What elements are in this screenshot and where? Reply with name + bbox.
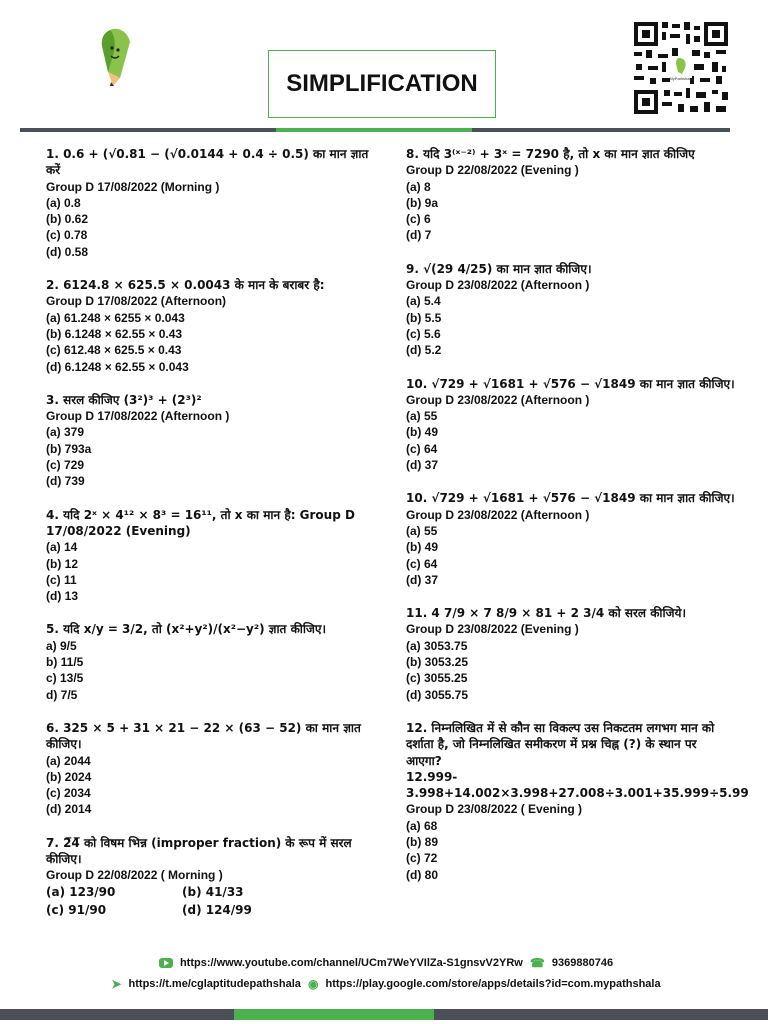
option-a: (a) 2044 bbox=[46, 753, 91, 768]
youtube-icon bbox=[159, 958, 173, 968]
option-d: (d) 80 bbox=[406, 867, 439, 882]
question-5 bbox=[46, 621, 386, 702]
qr-caption: MyPathshala bbox=[669, 76, 693, 81]
option-b: (b) 41/33 bbox=[182, 884, 244, 899]
option-d: (d) 6.1248 × 62.55 × 0.043 bbox=[46, 359, 189, 374]
pathshala-logo bbox=[96, 26, 136, 88]
question-text: 8. यदि 3⁽ˣ⁻²⁾ + 3ˣ = 7290 है, तो x का मान ज्ञात कीजिए bbox=[406, 147, 695, 161]
option-b: (b) 6.1248 × 62.55 × 0.43 bbox=[46, 326, 183, 341]
option-a: a) 9/5 bbox=[46, 638, 77, 653]
option-a: (a) 14 bbox=[46, 540, 78, 555]
option-a: (a) 55 bbox=[406, 523, 438, 538]
telegram-icon: ➤ bbox=[111, 977, 122, 991]
question-meta: Group D 22/08/2022 ( Morning ) bbox=[46, 868, 223, 883]
phone-number[interactable]: 9369880746 bbox=[551, 956, 614, 969]
option-c: (c) 72 bbox=[406, 851, 438, 866]
playstore-link[interactable]: https://play.google.com/store/apps/details?id=com.mypathshala bbox=[325, 977, 661, 990]
option-c: (c) 11 bbox=[46, 572, 77, 587]
option-d: (d) 0.58 bbox=[46, 244, 89, 259]
question-meta: Group D 17/08/2022 (Morning ) bbox=[46, 179, 220, 194]
option-d: (d) 739 bbox=[46, 474, 85, 489]
option-b: (b) 2024 bbox=[46, 769, 92, 784]
question-text: 1. 0.6 + (√0.81 − (√0.0144 + 0.4 ÷ 0.5) का मान ज्ञात करें bbox=[46, 147, 369, 178]
question-10a bbox=[406, 376, 736, 474]
question-4 bbox=[46, 507, 386, 605]
question-text: 6. 325 × 5 + 31 × 21 − 22 × (63 − 52) का मान ज्ञात कीजिए। bbox=[46, 720, 361, 752]
option-c: (c) 2034 bbox=[46, 786, 91, 801]
option-a: (a) 379 bbox=[46, 425, 85, 440]
option-d: (d) 37 bbox=[406, 458, 439, 473]
playstore-icon: ◉ bbox=[307, 977, 319, 991]
telegram-link[interactable]: https://t.me/cglaptitudepathshala bbox=[128, 977, 301, 990]
option-c: (c) 91/90 bbox=[46, 902, 107, 917]
right-column bbox=[406, 146, 749, 900]
question-text: 10. √729 + √1681 + √576 − √1849 का मान ज्ञात कीजिए। bbox=[406, 491, 735, 506]
question-meta: Group D 23/08/2022 ( Evening ) bbox=[406, 802, 583, 817]
option-d: (d) 124/99 bbox=[182, 902, 252, 917]
option-c: (c) 3055.25 bbox=[406, 671, 468, 686]
option-b: (b) 49 bbox=[406, 540, 439, 555]
option-c: (c) 612.48 × 625.5 × 0.43 bbox=[46, 343, 182, 358]
option-d: (d) 3055.75 bbox=[406, 687, 469, 702]
youtube-link[interactable]: https://www.youtube.com/channel/UCm7WeYVIlZa-S1gnsvV2YRw bbox=[179, 956, 523, 969]
option-a: (a) 0.8 bbox=[46, 195, 81, 210]
option-a: (a) 8 bbox=[406, 179, 431, 194]
option-a: (a) 5.4 bbox=[406, 294, 441, 309]
option-b: (b) 89 bbox=[406, 834, 439, 849]
question-meta: Group D 17/08/2022 (Afternoon) bbox=[46, 294, 227, 309]
option-d: d) 7/5 bbox=[46, 687, 78, 702]
question-7 bbox=[46, 835, 386, 918]
option-c: c) 13/5 bbox=[46, 671, 84, 686]
option-a: (a) 3053.75 bbox=[406, 638, 468, 653]
footer-line-2 bbox=[0, 977, 768, 991]
question-8 bbox=[406, 146, 736, 244]
question-text: 7. 2̅4̅ को विषम भिन्न (improper fraction) के रूप में सरल कीजिए। bbox=[46, 835, 352, 866]
question-meta: Group D 23/08/2022 (Afternoon ) bbox=[406, 392, 590, 407]
option-c: (c) 64 bbox=[406, 556, 438, 571]
question-meta: Group D 23/08/2022 (Afternoon ) bbox=[406, 278, 590, 293]
phone-icon: ☎ bbox=[529, 956, 545, 970]
footer-bar-accent bbox=[234, 1009, 434, 1020]
question-expression: 12.999-3.998+14.002×3.998+27.008÷3.001+35.999÷5.99 bbox=[406, 769, 749, 801]
question-text: 10. √729 + √1681 + √576 − √1849 का मान ज्ञात कीजिए। bbox=[406, 376, 735, 391]
question-text: 9. √(29 4/25) का मान ज्ञात कीजिए। bbox=[406, 261, 592, 276]
footer-line-1 bbox=[0, 956, 768, 970]
option-a: (a) 61.248 × 6255 × 0.043 bbox=[46, 310, 185, 325]
option-c: (c) 5.6 bbox=[406, 326, 441, 341]
header-divider-accent bbox=[276, 128, 472, 132]
qr-code[interactable] bbox=[632, 20, 730, 116]
option-c: (c) 6 bbox=[406, 212, 431, 227]
option-c: (c) 64 bbox=[406, 441, 438, 456]
option-c: (c) 0.78 bbox=[46, 228, 88, 243]
question-meta: Group D 17/08/2022 (Afternoon ) bbox=[46, 409, 230, 424]
option-b: (b) 793a bbox=[46, 441, 92, 456]
question-text: 11. 4 7/9 × 7 8/9 × 81 + 2 3/4 को सरल कीजिये। bbox=[406, 606, 687, 621]
question-text: 3. सरल कीजिए (3²)³ + (2³)² bbox=[46, 392, 202, 407]
question-1 bbox=[46, 146, 386, 260]
option-grid bbox=[46, 884, 386, 919]
option-b: (b) 49 bbox=[406, 425, 439, 440]
option-d: (d) 5.2 bbox=[406, 343, 442, 358]
question-text: 4. यदि 2ˣ × 4¹² × 8³ = 16¹¹, तो x का मान है: Group D 17/08/2022 (Evening) bbox=[46, 507, 355, 538]
option-a: (a) 68 bbox=[406, 818, 438, 833]
question-text: 5. यदि x/y = 3/2, तो (x²+y²)/(x²−y²) ज्ञात कीजिए। bbox=[46, 622, 327, 637]
question-meta: Group D 23/08/2022 (Afternoon ) bbox=[406, 507, 590, 522]
option-b: (b) 5.5 bbox=[406, 310, 442, 325]
option-d: (d) 2014 bbox=[46, 802, 92, 817]
question-6 bbox=[46, 720, 386, 818]
question-9 bbox=[406, 261, 736, 359]
question-meta: Group D 22/08/2022 (Evening ) bbox=[406, 163, 579, 178]
question-2 bbox=[46, 277, 386, 375]
option-d: (d) 13 bbox=[46, 589, 79, 604]
question-11 bbox=[406, 605, 736, 703]
question-3 bbox=[46, 392, 386, 490]
option-c: (c) 729 bbox=[46, 458, 85, 473]
question-text: 12. निम्नलिखित में से कौन सा विकल्प उस निकटतम लगभग मान को दर्शाता है, जो निम्नलिखित समीकरण में प्रश्न चिह्न (?) के स्थान पर आएगा? bbox=[406, 720, 715, 768]
option-b: (b) 12 bbox=[46, 556, 79, 571]
left-column bbox=[46, 146, 386, 935]
option-b: (b) 0.62 bbox=[46, 212, 89, 227]
option-b: (b) 3053.25 bbox=[406, 655, 469, 670]
option-d: (d) 7 bbox=[406, 228, 432, 243]
option-a: (a) 123/90 bbox=[46, 884, 116, 899]
option-b: (b) 9a bbox=[406, 195, 439, 210]
option-b: b) 11/5 bbox=[46, 655, 84, 670]
question-meta: Group D 23/08/2022 (Evening ) bbox=[406, 622, 579, 637]
question-12 bbox=[406, 720, 749, 883]
page-title: SIMPLIFICATION bbox=[268, 50, 496, 118]
question-10b bbox=[406, 490, 736, 588]
question-text: 2. 6124.8 × 625.5 × 0.0043 के मान के बराबर है: bbox=[46, 278, 325, 293]
option-a: (a) 55 bbox=[406, 409, 438, 424]
option-d: (d) 37 bbox=[406, 572, 439, 587]
